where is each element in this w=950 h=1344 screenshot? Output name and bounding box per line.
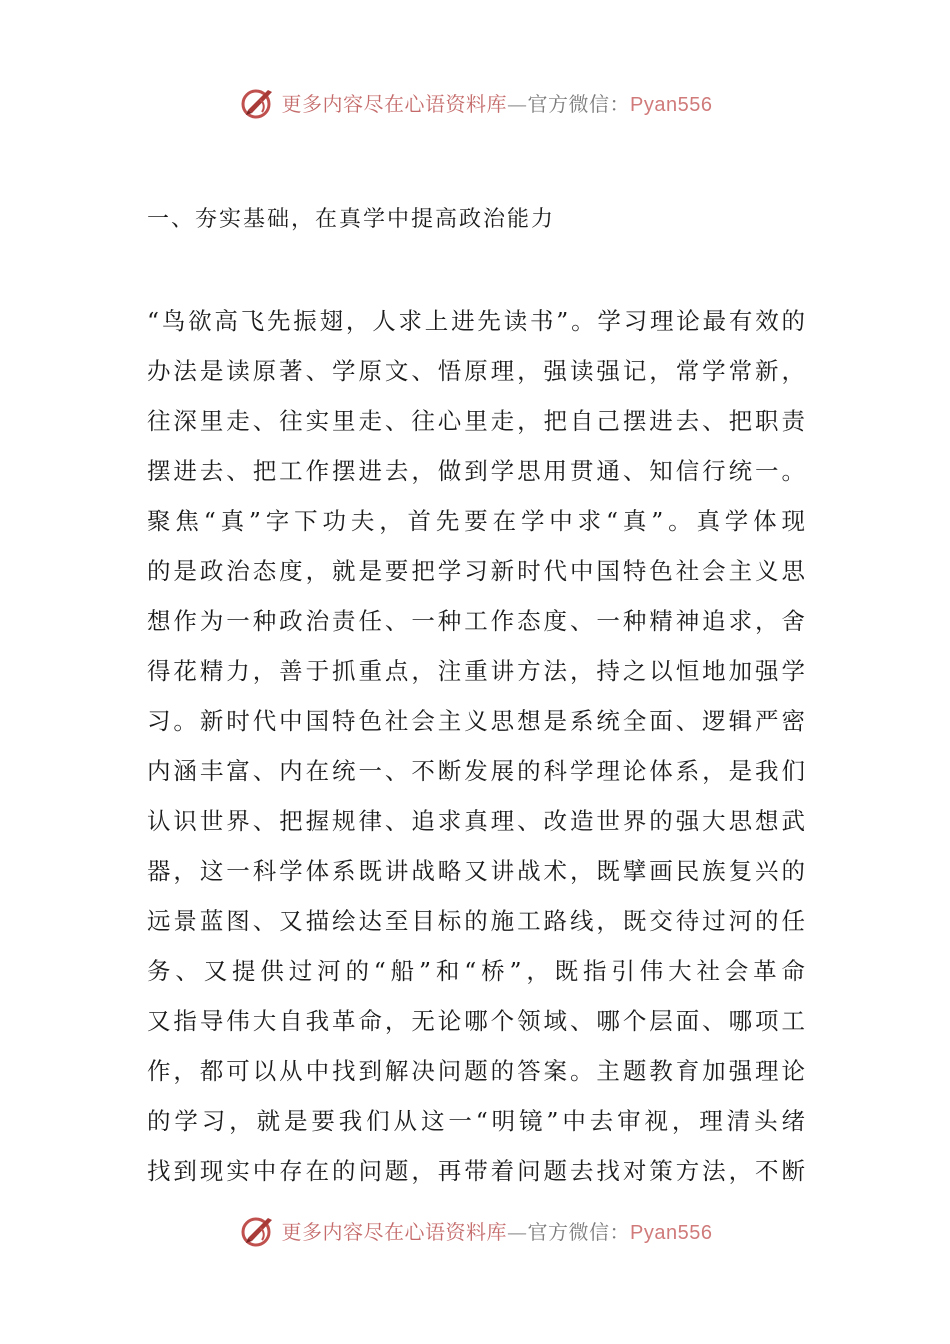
site-name: 更多内容尽在心语资料库 (281, 1219, 508, 1244)
paragraph-line: 摆进去、把工作摆进去，做到学思用贯通、知信行统一。 (147, 457, 805, 485)
paragraph-line: “鸟欲高飞先振翅，人求上进先读书”。学习理论最有效的 (147, 307, 805, 335)
paragraph-line: 远景蓝图、又描绘达至目标的施工路线，既交待过河的任 (147, 907, 805, 935)
site-name: 更多内容尽在心语资料库 (281, 91, 508, 116)
paragraph-line: 的学习，就是要我们从这一“明镜”中去审视，理清头绪 (147, 1107, 805, 1135)
paragraph-line: 认识世界、把握规律、追求真理、改造世界的强大思想武 (147, 807, 805, 835)
wechat-id: Pyan556 (630, 93, 713, 116)
wechat-id: Pyan556 (630, 1221, 713, 1244)
paragraph-line: 的是政治态度，就是要把学习新时代中国特色社会主义思 (147, 557, 805, 585)
banner-text (282, 88, 713, 117)
banner-text (282, 1216, 713, 1245)
footer-banner (0, 1208, 950, 1252)
paragraph-line: 想作为一种政治责任、一种工作态度、一种精神追求，舍 (147, 607, 805, 635)
wechat-label: 官方微信： (527, 1219, 631, 1244)
paragraph-line: 得花精力，善于抓重点，注重讲方法，持之以恒地加强学 (147, 657, 805, 685)
section-heading: 一、夯实基础，在真学中提高政治能力 (147, 207, 556, 232)
pen-circle-logo-icon (238, 82, 278, 122)
banner-separator: — (507, 1219, 528, 1244)
wechat-label: 官方微信： (527, 91, 631, 116)
paragraph-line: 找到现实中存在的问题，再带着问题去找对策方法，不断 (147, 1157, 805, 1185)
paragraph-line: 作，都可以从中找到解决问题的答案。主题教育加强理论 (147, 1057, 805, 1085)
paragraph-line: 往深里走、往实里走、往心里走，把自己摆进去、把职责 (147, 407, 805, 435)
paragraph-line: 器，这一科学体系既讲战略又讲战术，既擘画民族复兴的 (147, 857, 805, 885)
paragraph-line: 习。新时代中国特色社会主义思想是系统全面、逻辑严密 (147, 707, 805, 735)
paragraph-line: 务、又提供过河的“船”和“桥”，既指引伟大社会革命 (147, 957, 805, 985)
body-paragraph (147, 296, 805, 1196)
banner-separator: — (507, 91, 528, 116)
paragraph-line: 聚焦“真”字下功夫，首先要在学中求“真”。真学体现 (147, 507, 805, 535)
pen-circle-logo-icon (238, 1210, 278, 1250)
paragraph-line: 办法是读原著、学原文、悟原理，强读强记，常学常新， (147, 357, 805, 385)
paragraph-line: 又指导伟大自我革命，无论哪个领域、哪个层面、哪项工 (147, 1007, 805, 1035)
paragraph-line: 内涵丰富、内在统一、不断发展的科学理论体系，是我们 (147, 757, 805, 785)
header-banner (0, 80, 950, 124)
